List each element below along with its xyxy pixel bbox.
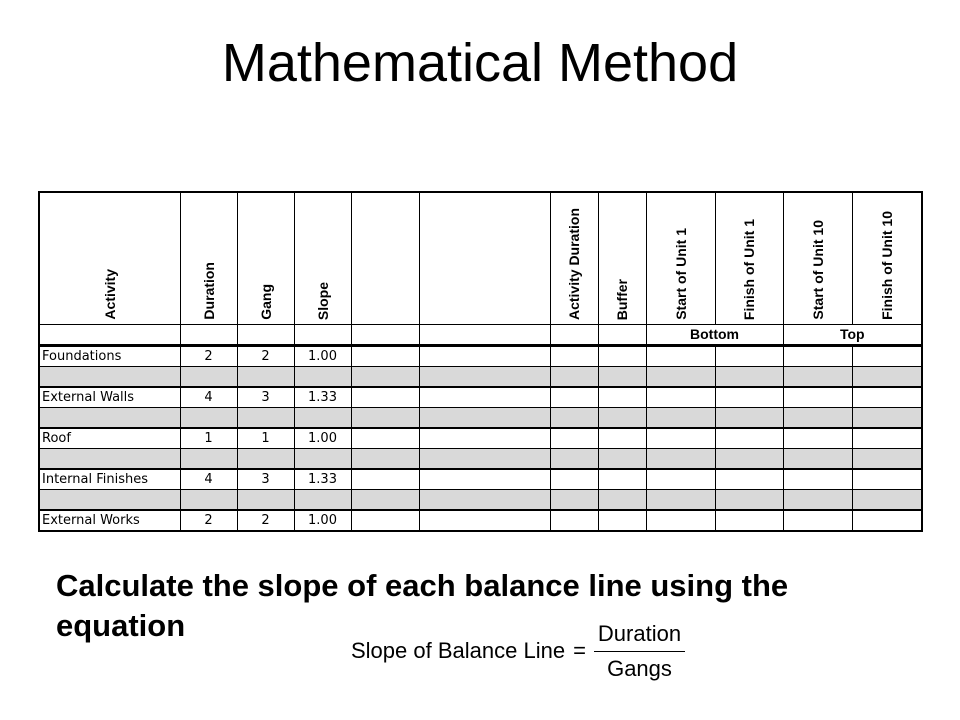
subheader-row bbox=[39, 325, 922, 346]
cell-duration: 1 bbox=[180, 428, 237, 449]
cell-duration: 2 bbox=[180, 510, 237, 531]
table-row bbox=[39, 510, 922, 531]
table-row-band bbox=[39, 408, 922, 429]
cell-activity: External Works bbox=[39, 510, 180, 531]
cell-slope: 1.00 bbox=[294, 510, 351, 531]
cell-activity: Foundations bbox=[39, 346, 180, 367]
header-start-unit-10: Start of Unit 10 bbox=[783, 192, 852, 325]
cell-gang: 1 bbox=[237, 428, 294, 449]
table-row-band bbox=[39, 490, 922, 511]
header-finish-unit-10: Finish of Unit 10 bbox=[852, 192, 922, 325]
header-blank-2 bbox=[419, 192, 550, 325]
header-buffer: Buffer bbox=[598, 192, 646, 325]
balance-table bbox=[38, 191, 923, 532]
instruction-text: Calculate the slope of each balance line using the equation bbox=[56, 568, 789, 643]
cell-activity: Roof bbox=[39, 428, 180, 449]
subheader-bottom: Bottom bbox=[646, 325, 783, 346]
equals-sign: = bbox=[573, 638, 586, 663]
header-slope: Slope bbox=[294, 192, 351, 325]
table-row bbox=[39, 469, 922, 490]
table-row bbox=[39, 346, 922, 367]
header-activity-duration: Activity Duration bbox=[550, 192, 598, 325]
header-finish-unit-1: Finish of Unit 1 bbox=[715, 192, 783, 325]
header-activity: Activity bbox=[39, 192, 180, 325]
cell-activity: Internal Finishes bbox=[39, 469, 180, 490]
slide-title: Mathematical Method bbox=[221, 33, 739, 93]
cell-slope: 1.00 bbox=[294, 428, 351, 449]
table-row-band bbox=[39, 449, 922, 470]
cell-gang: 2 bbox=[237, 510, 294, 531]
header-start-unit-1: Start of Unit 1 bbox=[646, 192, 715, 325]
cell-duration: 4 bbox=[180, 387, 237, 408]
table-row-band bbox=[39, 367, 922, 388]
equation-numerator: Duration bbox=[594, 621, 685, 652]
equation-label: Slope of Balance Line bbox=[351, 638, 566, 663]
header-row bbox=[39, 192, 922, 325]
cell-duration: 4 bbox=[180, 469, 237, 490]
header-blank-1 bbox=[351, 192, 419, 325]
table-row bbox=[39, 428, 922, 449]
slope-equation bbox=[351, 618, 685, 684]
cell-gang: 3 bbox=[237, 469, 294, 490]
cell-activity: External Walls bbox=[39, 387, 180, 408]
header-gang: Gang bbox=[237, 192, 294, 325]
header-duration: Duration bbox=[180, 192, 237, 325]
cell-duration: 2 bbox=[180, 346, 237, 367]
cell-slope: 1.33 bbox=[294, 469, 351, 490]
cell-slope: 1.00 bbox=[294, 346, 351, 367]
table-row bbox=[39, 387, 922, 408]
cell-gang: 2 bbox=[237, 346, 294, 367]
equation-denominator: Gangs bbox=[607, 655, 672, 681]
cell-gang: 3 bbox=[237, 387, 294, 408]
cell-slope: 1.33 bbox=[294, 387, 351, 408]
equation-fraction bbox=[594, 621, 685, 682]
subheader-top: Top bbox=[783, 325, 922, 346]
